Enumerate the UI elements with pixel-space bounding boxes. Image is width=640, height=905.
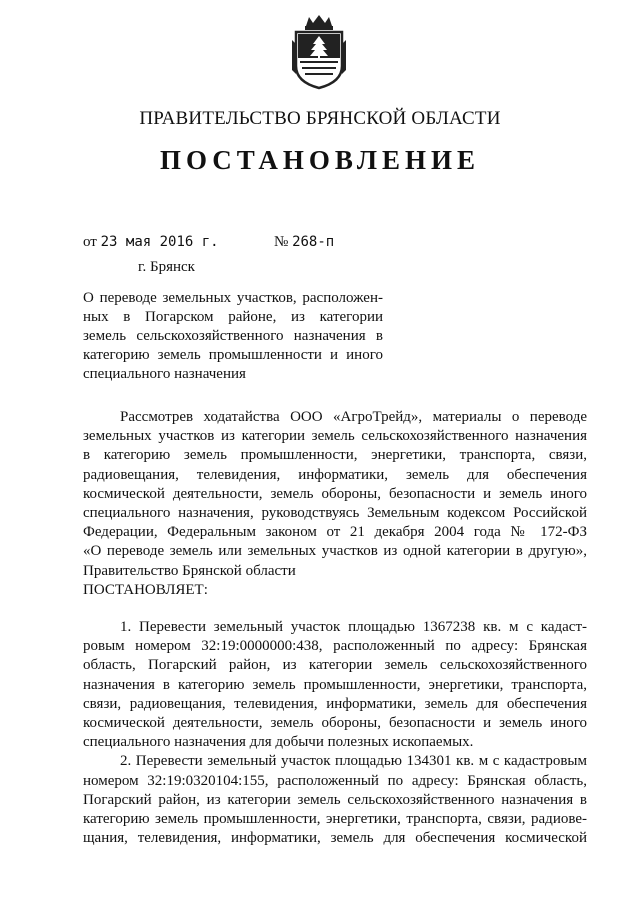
- subject-line: ных в Погарском районе, из категории: [83, 309, 383, 325]
- item-1-line: специального назначения для добычи полезных ископаемых.: [83, 734, 474, 751]
- item-1-line: назначения в категорию земель промышленности, энергетики, транспорта,: [83, 676, 587, 693]
- date-value: 23 мая 2016 г.: [100, 234, 219, 250]
- subject-line: категорию земель промышленности и иного: [83, 347, 383, 363]
- document-body: [83, 408, 587, 848]
- document-number: [274, 234, 334, 251]
- item-1-line: связи, радиовещания, телевидения, информатики, земель для обеспечения: [83, 695, 587, 712]
- preamble-line: космической деятельности, земель обороны, безопасности и земель иного: [83, 485, 587, 502]
- item-1-line: область, Погарский район, из категории земель сельскохозяйственного: [83, 657, 587, 674]
- preamble-line: радиовещания, телевидения, информатики, земель для обеспечения: [83, 466, 587, 483]
- preamble-line: специального назначения, руководствуясь Земельным кодексом Российской: [83, 505, 587, 522]
- document-type-title: ПОСТАНОВЛЕНИЕ: [159, 145, 481, 175]
- item-2-line: номером 32:19:0320104:155, расположенный по адресу: Брянская область,: [83, 772, 587, 789]
- item-1-line: 1. Перевести земельный участок площадью 1367238 кв. м с кадаст-: [120, 619, 587, 636]
- preamble-line: Рассмотрев ходатайства ООО «АгроТрейд», материалы о переводе: [120, 409, 587, 425]
- item-2-line: Погарский район, из категории земель сельскохозяйственного назначения в: [83, 791, 587, 808]
- document-city: г. Брянск: [138, 259, 195, 275]
- document-date: [83, 234, 219, 251]
- subject-line: специального назначения: [83, 366, 246, 382]
- preamble-line: «О переводе земель или земельных участков из одной категории в другую»,: [83, 543, 587, 560]
- preamble-line: земельных участков из категории земель сельскохозяйственного назначения: [83, 428, 587, 445]
- government-title: ПРАВИТЕЛЬСТВО БРЯНСКОЙ ОБЛАСТИ: [139, 108, 501, 129]
- subject-line: земель сельскохозяйственного назначения в: [83, 328, 383, 344]
- number-prefix: №: [274, 234, 289, 250]
- item-2-line: щания, телевидения, информатики, земель для обеспечения космической: [83, 830, 587, 847]
- item-1-line: космической деятельности, земель обороны, безопасности и земель иного: [83, 715, 587, 732]
- bryansk-coat-of-arms-icon: [290, 14, 348, 90]
- subject-line: О переводе земельных участков, расположен-: [83, 290, 383, 306]
- preamble-line: Правительство Брянской области: [83, 562, 296, 579]
- date-prefix: от: [83, 234, 97, 250]
- document-subject: [83, 289, 383, 384]
- preamble-line: Федерации, Федеральным законом от 21 декабря 2004 года № 172-ФЗ: [83, 524, 587, 541]
- item-2-line: категорию земель промышленности, энергетики, транспорта, связи, радиове-: [83, 811, 587, 828]
- preamble-line: в категорию земель промышленности, энергетики, транспорта, связи,: [83, 447, 587, 464]
- decree-word: ПОСТАНОВЛЯЕТ:: [83, 581, 208, 598]
- number-value: 268-п: [292, 234, 335, 250]
- item-2-line: 2. Перевести земельный участок площадью 134301 кв. м с кадастровым: [120, 753, 587, 770]
- item-1-line: ровым номером 32:19:0000000:438, расположенный по адресу: Брянская: [83, 638, 587, 655]
